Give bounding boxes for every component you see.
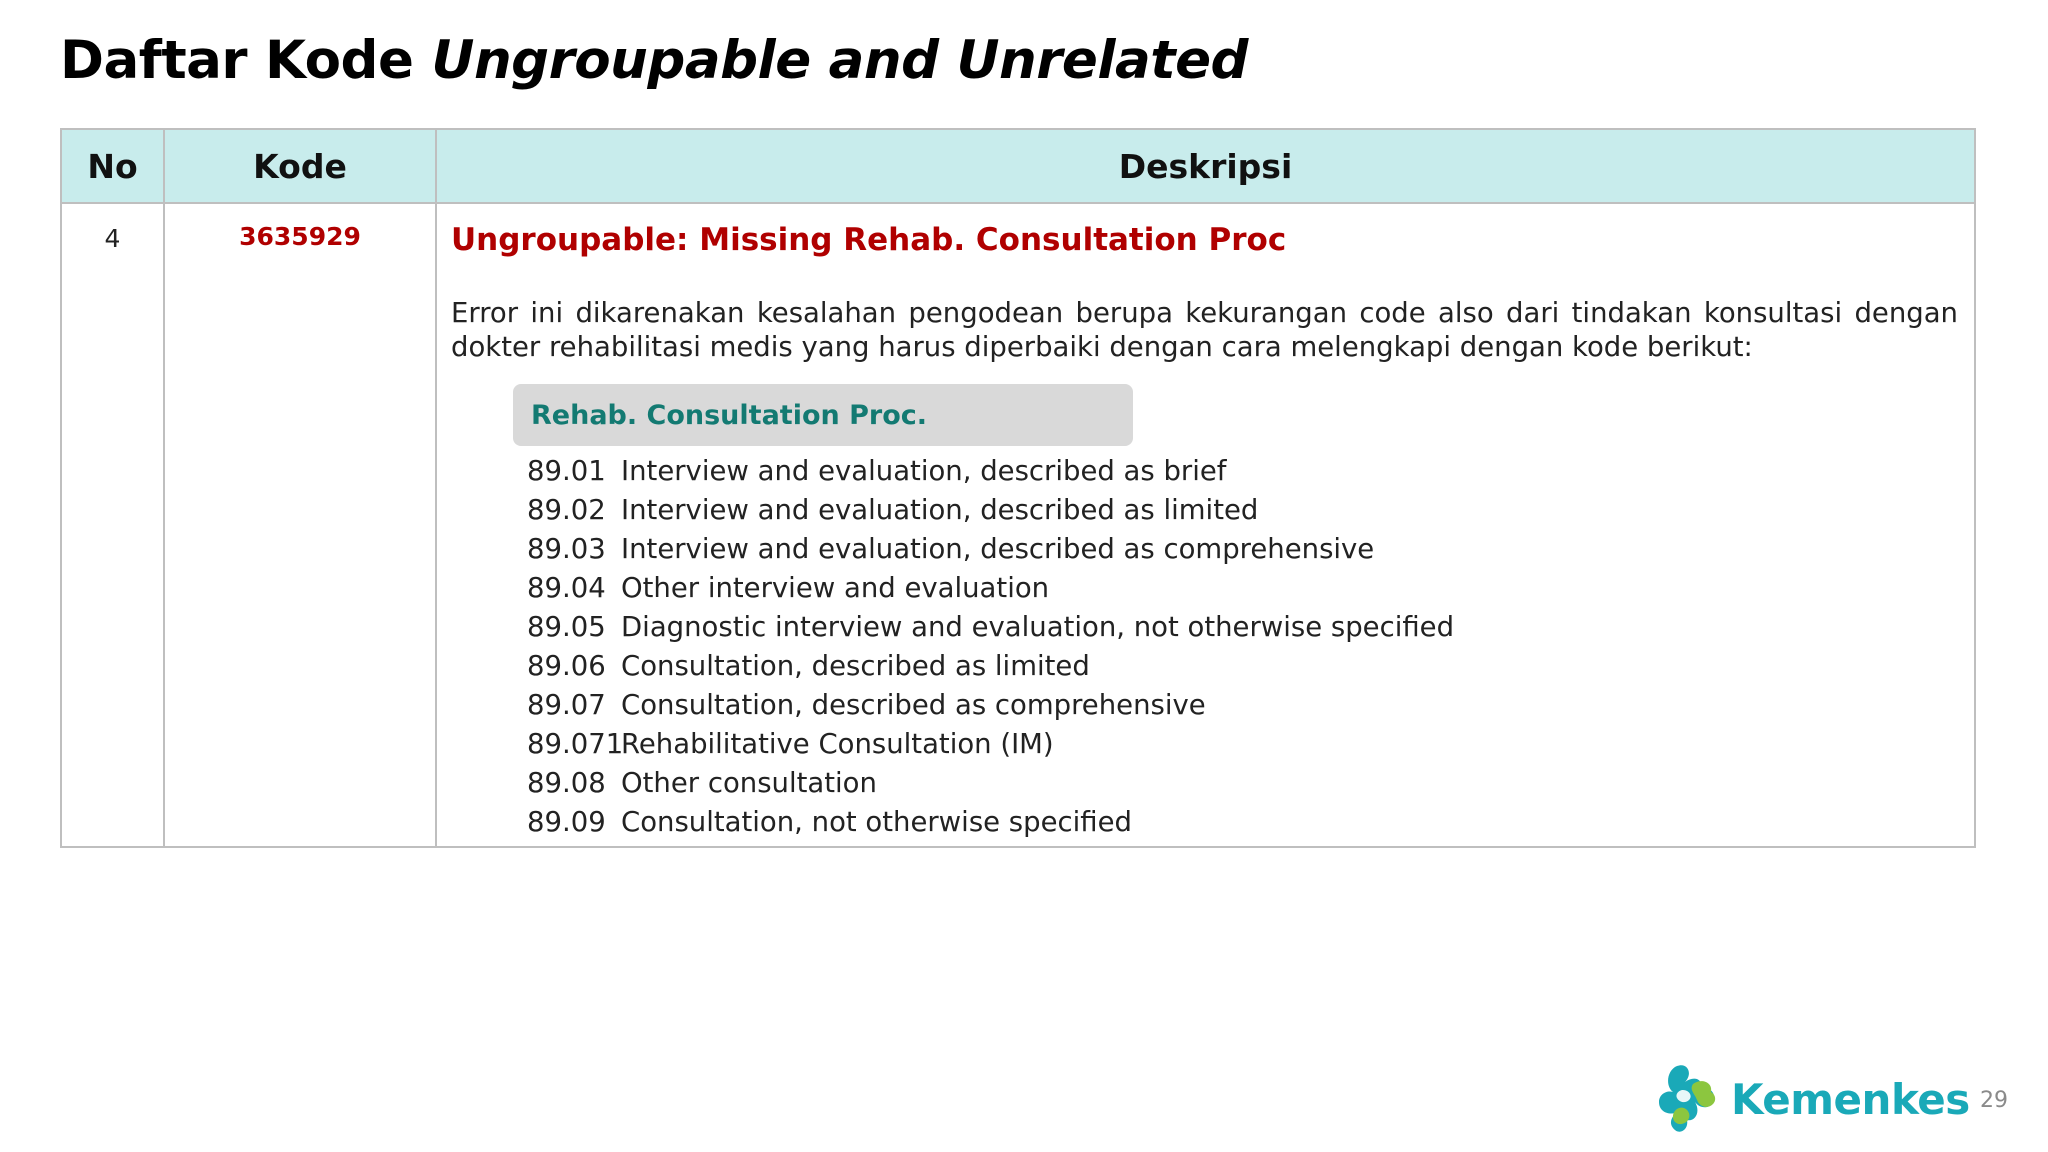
brand-name: Kemenkes <box>1731 1074 1970 1124</box>
header-no: No <box>61 129 164 203</box>
procedure-description: Other interview and evaluation <box>621 572 1050 604</box>
procedure-code: 89.05 <box>527 611 606 643</box>
list-item <box>527 686 1958 725</box>
kemenkes-logo <box>1655 1064 1970 1134</box>
table-row <box>61 203 1975 847</box>
procedure-code: 89.03 <box>527 533 606 565</box>
procedure-description: Other consultation <box>621 767 877 799</box>
procedure-description: Rehabilitative Consultation (IM) <box>621 728 1054 760</box>
procedure-code: 89.08 <box>527 767 606 799</box>
procedure-description: Interview and evaluation, described as comprehensive <box>621 533 1375 565</box>
procedure-description: Interview and evaluation, described as brief <box>621 455 1227 487</box>
list-item <box>527 764 1958 803</box>
procedure-code: 89.09 <box>527 806 606 838</box>
error-title: Ungroupable: Missing Rehab. Consultation Proc <box>451 222 1287 258</box>
code-table <box>60 128 1976 848</box>
procedure-group-label: Rehab. Consultation Proc. <box>513 384 1133 446</box>
procedure-description: Interview and evaluation, described as limited <box>621 494 1259 526</box>
slide-title <box>60 30 1248 91</box>
header-kode: Kode <box>164 129 436 203</box>
procedure-description: Consultation, not otherwise specified <box>621 806 1132 838</box>
procedure-code: 89.07 <box>527 689 606 721</box>
procedure-code: 89.02 <box>527 494 606 526</box>
row-deskripsi <box>436 203 1975 847</box>
table-header-row <box>61 129 1975 203</box>
list-item <box>527 530 1958 569</box>
procedure-code: 89.071 <box>527 728 624 760</box>
procedure-description: Consultation, described as comprehensive <box>621 689 1206 721</box>
procedure-description: Consultation, described as limited <box>621 650 1090 682</box>
procedure-code: 89.01 <box>527 455 606 487</box>
list-item <box>527 491 1958 530</box>
header-deskripsi: Deskripsi <box>436 129 1975 203</box>
title-main: Daftar Kode <box>60 30 432 91</box>
procedure-code-list <box>527 452 1958 842</box>
list-item <box>527 803 1958 842</box>
title-italic: Ungroupable and Unrelated <box>431 30 1248 91</box>
list-item <box>527 725 1958 764</box>
kemenkes-cross-icon <box>1655 1064 1719 1134</box>
row-kode: 3635929 <box>164 203 436 847</box>
page-number: 29 <box>1980 1088 2008 1113</box>
procedure-code: 89.06 <box>527 650 606 682</box>
list-item <box>527 452 1958 491</box>
procedure-description: Diagnostic interview and evaluation, not otherwise specified <box>621 611 1455 643</box>
list-item <box>527 647 1958 686</box>
row-no: 4 <box>61 203 164 847</box>
list-item <box>527 608 1958 647</box>
procedure-code: 89.04 <box>527 572 606 604</box>
error-description: Error ini dikarenakan kesalahan pengodean berupa kekurangan code also dari tindakan konsultasi dengan dokter rehabilitasi medis yang harus diperbaiki dengan cara melengkapi dengan kode berikut: <box>451 297 1958 363</box>
list-item <box>527 569 1958 608</box>
